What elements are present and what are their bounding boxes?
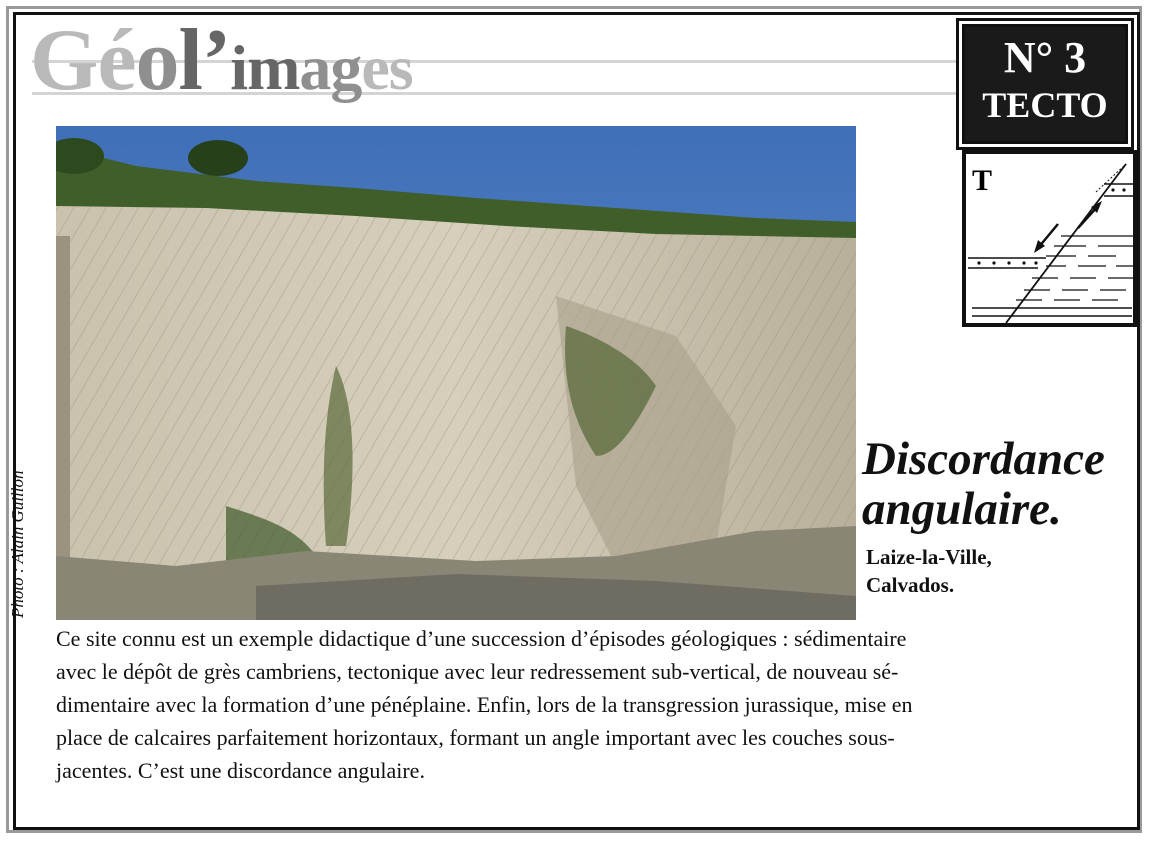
body-line: place de calcaires parfaitement horizontaux, formant un angle important avec les couches sous-	[56, 725, 895, 750]
photo-credit: Photo : Alain Guillon	[8, 470, 27, 618]
logo-letter: e	[361, 32, 389, 103]
diagram-letter: T	[972, 164, 993, 197]
logo-letter: m	[247, 32, 300, 103]
geol-images-logo	[30, 10, 413, 111]
fault-diagram	[962, 150, 1137, 327]
logo-letter: s	[388, 32, 413, 103]
article-title	[862, 434, 1105, 534]
issue-badge	[962, 24, 1128, 144]
logo-letter: l	[178, 12, 202, 109]
issue-number: N° 3	[1003, 33, 1087, 82]
logo-letter: g	[330, 32, 362, 103]
article-title-line: angulaire.	[862, 483, 1062, 535]
article-location	[866, 543, 992, 599]
location-line: Laize-la-Ville,	[866, 545, 992, 569]
quarry-photo	[56, 126, 856, 620]
logo-letter: a	[299, 32, 331, 103]
logo-letter: o	[135, 12, 179, 109]
logo-letter: é	[97, 12, 136, 109]
issue-category: TECTO	[982, 85, 1108, 125]
location-line: Calvados.	[866, 573, 955, 597]
body-line: dimentaire avec la formation d’une pénéplaine. Enfin, lors de la transgression jurassique, mise en	[56, 692, 913, 717]
body-line: avec le dépôt de grès cambriens, tectonique avec leur redressement sub-vertical, de nouveau sé-	[56, 659, 899, 684]
body-line: Ce site connu est un exemple didactique d’une succession d’épisodes géologiques : sédimentaire	[56, 626, 907, 651]
logo-letter: i	[230, 32, 248, 103]
geol-images-header	[28, 12, 968, 109]
body-line: jacentes. C’est une discordance angulaire.	[56, 758, 425, 783]
logo-letter: G	[30, 12, 98, 109]
article-body	[56, 622, 1136, 787]
logo-letter: ’	[201, 12, 231, 109]
article-title-line: Discordance	[862, 433, 1105, 485]
fault-diagram-drawing	[966, 154, 1133, 323]
